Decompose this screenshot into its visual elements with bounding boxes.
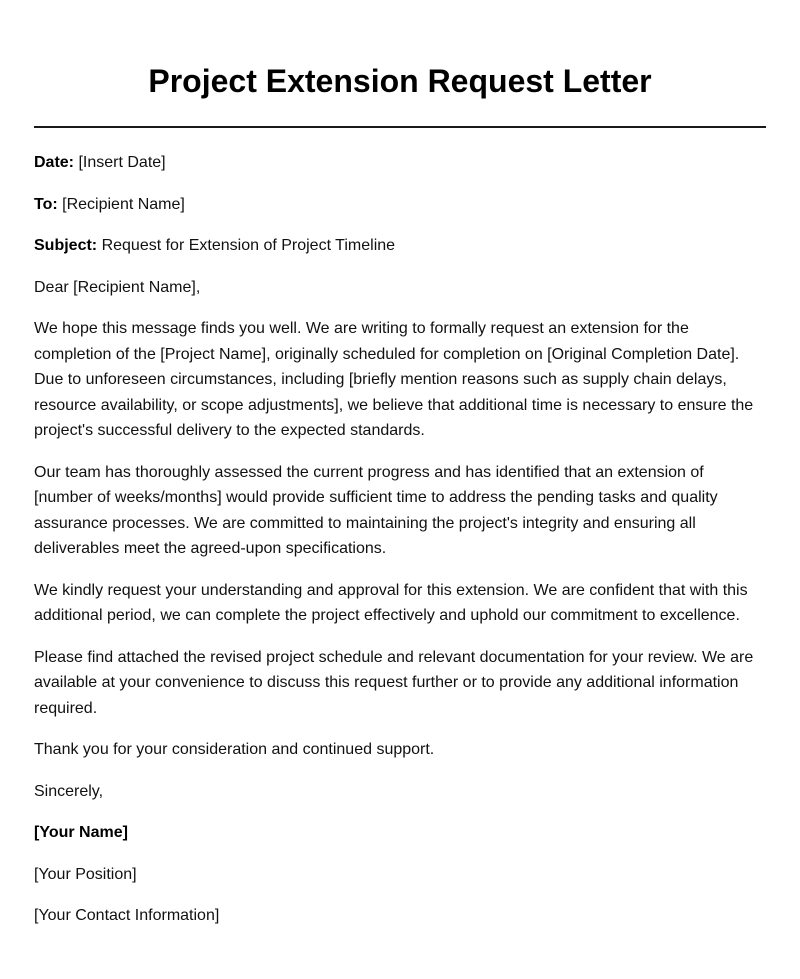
subject-label: Subject: bbox=[34, 237, 98, 254]
letter-body bbox=[34, 150, 766, 945]
to-line bbox=[34, 192, 766, 218]
letter-title: Project Extension Request Letter bbox=[148, 63, 652, 99]
subject-value: Request for Extension of Project Timeline bbox=[97, 237, 396, 254]
signature-name: [Your Name] bbox=[34, 824, 128, 841]
paragraph-intro: We hope this message finds you well. We are writing to formally request an extension for the completion of the [Project Name], originally scheduled for completion on [Original Completion Date]. Due to unforeseen circumstances, including [briefly mention reasons such as supply chain delays, resource availability, or scope adjustments], we believe that additional time is necessary to ensure the project's successful delivery to the expected standards. bbox=[34, 320, 754, 439]
date-value: [Insert Date] bbox=[74, 154, 166, 171]
closing-thanks: Thank you for your consideration and continued support. bbox=[34, 741, 435, 758]
date-line bbox=[34, 150, 766, 176]
to-label: To: bbox=[34, 195, 58, 213]
salutation: Dear [Recipient Name], bbox=[34, 278, 201, 296]
signoff: Sincerely, bbox=[34, 782, 104, 800]
signature-position: [Your Position] bbox=[34, 865, 137, 883]
signature-contact: [Your Contact Information] bbox=[34, 907, 220, 924]
title-divider bbox=[34, 126, 766, 128]
letter-page bbox=[34, 0, 766, 924]
paragraph-request: We kindly request your understanding and approval for this extension. We are confident that with this additional period, we can complete the project effectively and uphold our commitment to excellence. bbox=[34, 581, 748, 624]
subject-line bbox=[34, 233, 766, 259]
to-value: [Recipient Name] bbox=[57, 195, 185, 213]
date-label: Date: bbox=[34, 154, 75, 171]
paragraph-assessment: Our team has thoroughly assessed the current progress and has identified that an extension of [number of weeks/months] would provide sufficient time to address the pending tasks and quality assurance processes. We are committed to maintaining the project's integrity and ensuring all deliverables meet the agreed-upon specifications. bbox=[34, 463, 718, 557]
paragraph-attachments: Please find attached the revised project schedule and relevant documentation for your review. We are available at your convenience to discuss this request further or to provide any additional information required. bbox=[34, 648, 754, 717]
